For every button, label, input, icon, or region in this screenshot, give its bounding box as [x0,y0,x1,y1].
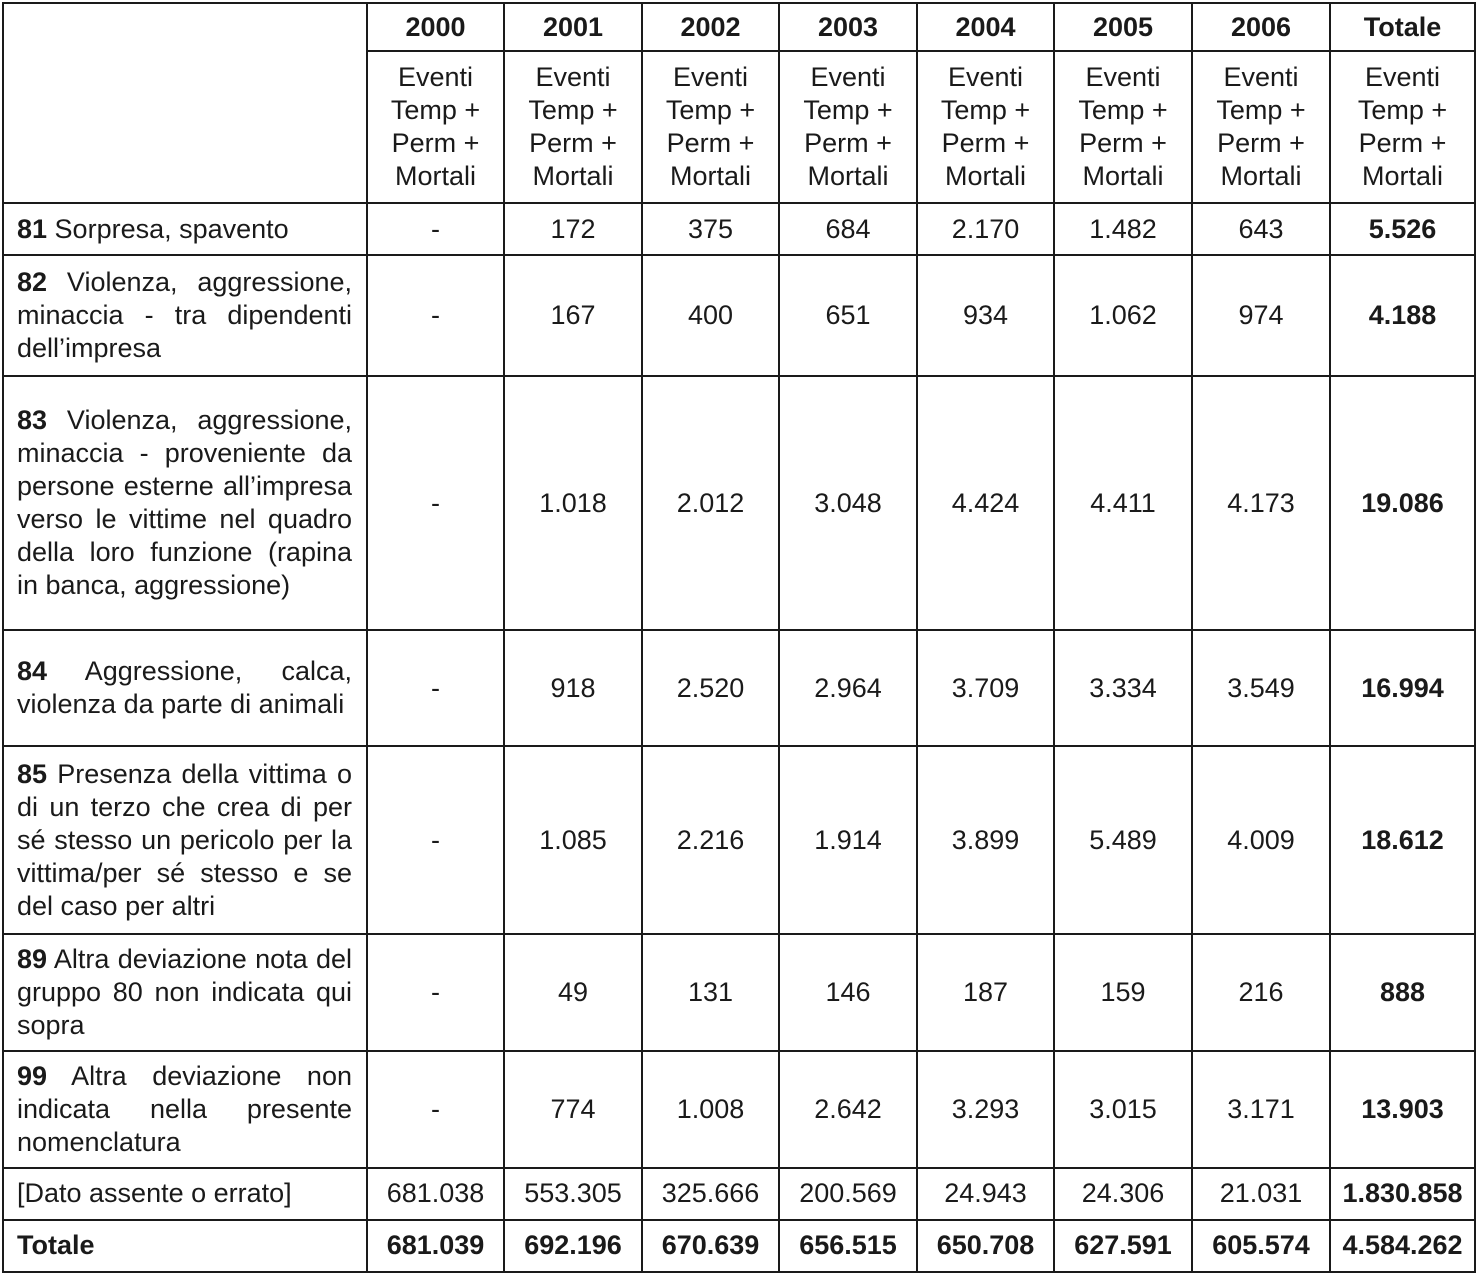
year-value-cell: 2.964 [779,630,917,746]
total-header: Totale [1330,3,1475,51]
empty-corner-cell [3,3,367,203]
subheader-line: Perm + [391,128,480,158]
subheader-line: Temp + [1216,95,1306,125]
year-value-cell: 974 [1192,255,1330,376]
year-value-cell: 325.666 [642,1168,779,1220]
year-value-cell: 1.085 [504,746,642,934]
subheader-line: Eventi [1223,62,1299,92]
deviation-description: Sorpresa, spavento [47,213,289,244]
event-type-subheader [367,51,504,203]
year-value-cell: 159 [1054,934,1192,1051]
year-value-cell: 375 [642,203,779,255]
statistics-table [2,2,1476,1273]
subheader-line: Temp + [803,95,893,125]
year-value-cell: 2.520 [642,630,779,746]
year-value-cell: - [367,203,504,255]
year-total-cell: 681.039 [367,1220,504,1272]
subheader-line: Perm + [1358,128,1447,158]
row-total-cell: 18.612 [1330,746,1475,934]
year-value-cell: 3.015 [1054,1051,1192,1167]
year-value-cell: 216 [1192,934,1330,1051]
subheader-line: Mortali [394,161,476,191]
subheader-line: Mortali [944,161,1026,191]
year-value-cell: - [367,746,504,934]
year-value-cell: 1.018 [504,376,642,630]
table-row [3,255,1475,376]
year-header: 2004 [917,3,1054,51]
subheader-line: Perm + [1217,128,1305,158]
year-value-cell: 3.293 [917,1051,1054,1167]
row-total-cell: 13.903 [1330,1051,1475,1167]
year-value-cell: 167 [504,255,642,376]
subheader-line: Mortali [532,161,614,191]
year-value-cell: 2.642 [779,1051,917,1167]
subheader-line: Eventi [1364,62,1441,92]
subheader-line: Eventi [535,62,611,92]
year-value-cell: 187 [917,934,1054,1051]
year-value-cell: - [367,1051,504,1167]
deviation-code: 99 [17,1060,48,1091]
year-value-cell: 651 [779,255,917,376]
year-value-cell: 643 [1192,203,1330,255]
subheader-line: Mortali [1361,161,1443,191]
subheader-line: Perm + [1079,128,1167,158]
totals-label: Totale [3,1220,367,1272]
year-value-cell: 24.306 [1054,1168,1192,1220]
year-value-cell: - [367,255,504,376]
deviation-label-cell [3,934,367,1051]
year-value-cell: 3.549 [1192,630,1330,746]
year-value-cell: 49 [504,934,642,1051]
event-type-subheader [779,51,917,203]
year-header: 2003 [779,3,917,51]
event-type-subheader [917,51,1054,203]
grand-total-cell: 4.584.262 [1330,1220,1475,1272]
subheader-line: Eventi [947,62,1024,92]
year-header: 2002 [642,3,779,51]
subheader-line: Eventi [1085,62,1161,92]
year-value-cell: 3.899 [917,746,1054,934]
deviation-code: 84 [17,656,48,687]
year-value-cell: 681.038 [367,1168,504,1220]
subheader-line: Eventi [672,62,749,92]
table-row [3,630,1475,746]
year-value-cell: 146 [779,934,917,1051]
year-value-cell: 1.062 [1054,255,1192,376]
year-value-cell: 553.305 [504,1168,642,1220]
row-total-cell: 16.994 [1330,630,1475,746]
event-type-subheader [642,51,779,203]
year-value-cell: 3.048 [779,376,917,630]
year-value-cell: 4.173 [1192,376,1330,630]
deviation-label-cell [3,746,367,934]
deviation-code: 81 [17,213,48,244]
year-value-cell: - [367,376,504,630]
year-value-cell: - [367,630,504,746]
deviation-description: Aggressione, calca, violenza da parte di animali [17,656,352,720]
year-header: 2006 [1192,3,1330,51]
subheader-line: Perm + [804,128,892,158]
deviation-label-cell [3,630,367,746]
year-total-cell: 627.591 [1054,1220,1192,1272]
deviation-label-cell [3,376,367,630]
year-value-cell: 4.424 [917,376,1054,630]
subheader-line: Temp + [665,95,756,125]
row-total-cell: 19.086 [1330,376,1475,630]
year-header: 2001 [504,3,642,51]
subheader-line: Temp + [1078,95,1168,125]
deviation-description: Presenza della vittima o di un terzo che crea di per sé stesso un pericolo per la vittima/per sé stesso e se del caso per altri [17,758,352,921]
totals-row [3,1220,1475,1272]
year-value-cell: 3.709 [917,630,1054,746]
event-type-subheader [1054,51,1192,203]
year-header: 2000 [367,3,504,51]
year-header: 2005 [1054,3,1192,51]
deviation-code: 85 [17,758,48,789]
deviation-description: Violenza, aggressione, minaccia - tra dipendenti dell’impresa [17,267,352,364]
subheader-line: Eventi [397,62,474,92]
subheader-line: Mortali [807,161,889,191]
year-total-cell: 670.639 [642,1220,779,1272]
table-row [3,203,1475,255]
subheader-line: Eventi [810,62,886,92]
table-row [3,934,1475,1051]
year-value-cell: 172 [504,203,642,255]
deviation-description: Altra deviazione non indicata nella presente nomenclatura [17,1060,352,1157]
year-value-cell: 24.943 [917,1168,1054,1220]
deviation-label-cell [3,203,367,255]
subheader-line: Perm + [666,128,755,158]
table-row [3,376,1475,630]
year-value-cell: 3.334 [1054,630,1192,746]
subheader-line: Perm + [529,128,617,158]
event-type-subheader [1192,51,1330,203]
deviation-code: 89 [17,944,48,975]
year-value-cell: 4.009 [1192,746,1330,934]
year-value-cell: 21.031 [1192,1168,1330,1220]
event-type-subheader [1330,51,1475,203]
year-total-cell: 605.574 [1192,1220,1330,1272]
row-total-cell: 5.526 [1330,203,1475,255]
year-value-cell: 5.489 [1054,746,1192,934]
year-value-cell: 2.216 [642,746,779,934]
year-header-row [3,3,1475,51]
deviation-code: 82 [17,267,48,298]
year-value-cell: 684 [779,203,917,255]
year-total-cell: 650.708 [917,1220,1054,1272]
year-value-cell: 2.012 [642,376,779,630]
year-value-cell: 918 [504,630,642,746]
subheader-line: Mortali [1220,161,1302,191]
table-row [3,746,1475,934]
year-total-cell: 656.515 [779,1220,917,1272]
deviation-description: Violenza, aggressione, minaccia - proveniente da persone esterne all’impresa verso le vittime nel quadro della loro funzione (rapina in banca, aggressione) [17,405,352,601]
row-total-cell: 1.830.858 [1330,1168,1475,1220]
year-value-cell: 934 [917,255,1054,376]
year-value-cell: 1.914 [779,746,917,934]
year-total-cell: 692.196 [504,1220,642,1272]
row-total-cell: 888 [1330,934,1475,1051]
deviation-label-cell [3,255,367,376]
deviation-description: [Dato assente o errato] [17,1178,292,1209]
year-value-cell: 1.008 [642,1051,779,1167]
year-value-cell: 3.171 [1192,1051,1330,1167]
year-value-cell: 2.170 [917,203,1054,255]
event-type-subheader [504,51,642,203]
deviation-description: Altra deviazione nota del gruppo 80 non indicata qui sopra [17,944,352,1041]
year-value-cell: 774 [504,1051,642,1167]
table-body [3,203,1475,1272]
subheader-line: Temp + [1357,95,1448,125]
year-value-cell: - [367,934,504,1051]
year-value-cell: 131 [642,934,779,1051]
subheader-line: Mortali [669,161,751,191]
deviation-code: 83 [17,405,48,436]
year-value-cell: 200.569 [779,1168,917,1220]
subheader-line: Temp + [390,95,481,125]
subheader-line: Perm + [941,128,1030,158]
row-total-cell: 4.188 [1330,255,1475,376]
year-value-cell: 1.482 [1054,203,1192,255]
subheader-line: Temp + [528,95,618,125]
subheader-line: Temp + [940,95,1031,125]
year-value-cell: 400 [642,255,779,376]
table-row [3,1051,1475,1167]
subheader-line: Mortali [1082,161,1164,191]
deviation-label-cell [3,1168,367,1220]
year-value-cell: 4.411 [1054,376,1192,630]
table-row [3,1168,1475,1220]
deviation-label-cell [3,1051,367,1167]
